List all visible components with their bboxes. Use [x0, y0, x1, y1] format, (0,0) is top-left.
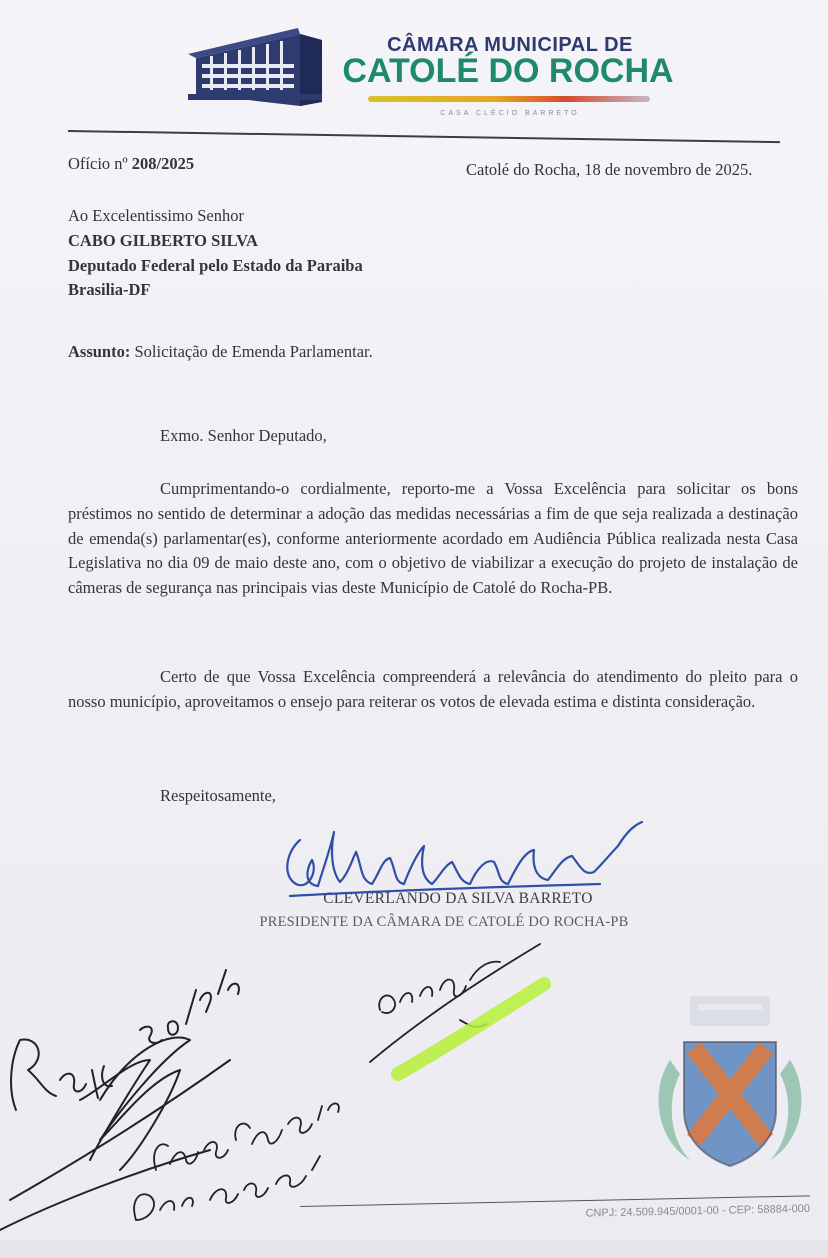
highlighter-mark — [398, 984, 544, 1074]
org-name-line1: CÂMARA MUNICIPAL DE — [387, 34, 633, 56]
recipient-role: Deputado Federal pelo Estado da Paraiba — [68, 255, 363, 275]
body-paragraph-1: Cumprimentando-o cordialmente, reporto-me a Vossa Excelência para solicitar os bons préstimos no sentido de determinar a adoção das medidas necessárias a fim de que seja realizada a destinação de emenda(s) parlamentar(es), conforme anteriormente acordado em Audiência Pública realizada nesta Casa Legislativa no dia 09 de maio deste ano, com o objetivo de viabilizar a execução do projeto de instalação de câmeras de segurança nas principais vias deste Município de Catolé do Rocha-PB. — [68, 479, 798, 597]
subject-line — [68, 340, 373, 364]
recipient-name: CABO GILBERTO SILVA — [68, 230, 258, 250]
signatory-title: PRESIDENTE DA CÂMARA DE CATOLÉ DO ROCHA-PB — [259, 914, 629, 930]
president-signature — [287, 822, 642, 896]
greeting: Exmo. Senhor Deputado, — [160, 426, 327, 445]
recipient-block — [68, 204, 363, 303]
office-reference — [68, 152, 194, 176]
recipient-location: Brasilia-DF — [68, 280, 151, 300]
bottom-strip — [0, 1240, 828, 1258]
municipal-coat-of-arms — [650, 990, 810, 1180]
footer-registration: CNPJ: 24.509.945/0001-00 - CEP: 58884-000 — [585, 1202, 811, 1220]
ref-number: 208/2025 — [131, 154, 195, 173]
chamber-building-logo — [188, 18, 328, 110]
signatory-name: CLEVERLANDO DA SILVA BARRETO — [323, 890, 593, 907]
ref-label: Ofício nº — [68, 154, 128, 173]
subject-label: Assunto: — [68, 342, 131, 361]
closing: Respeitosamente, — [160, 786, 276, 805]
header-divider — [68, 130, 780, 143]
brand-color-bar — [368, 96, 650, 102]
recipient-salutation: Ao Excelentissimo Senhor — [68, 206, 244, 225]
document-date: Catolé do Rocha, 18 de novembro de 2025. — [466, 160, 753, 179]
house-name: CASA CLÉCIO BARRETO — [440, 110, 580, 117]
receipt-annotation — [0, 970, 239, 1230]
body-paragraph-2: Certo de que Vossa Excelência compreenderá a relevância do atendimento do pleito para o nosso município, aproveitamos o ensejo para reiterar os votos de elevada estima e distinta consideração. — [68, 667, 798, 711]
subject-text: Solicitação de Emenda Parlamentar. — [134, 342, 373, 361]
letterhead — [0, 0, 828, 130]
deputy-note — [134, 944, 540, 1220]
org-name-line2: CATOLÉ DO ROCHA — [342, 52, 674, 90]
